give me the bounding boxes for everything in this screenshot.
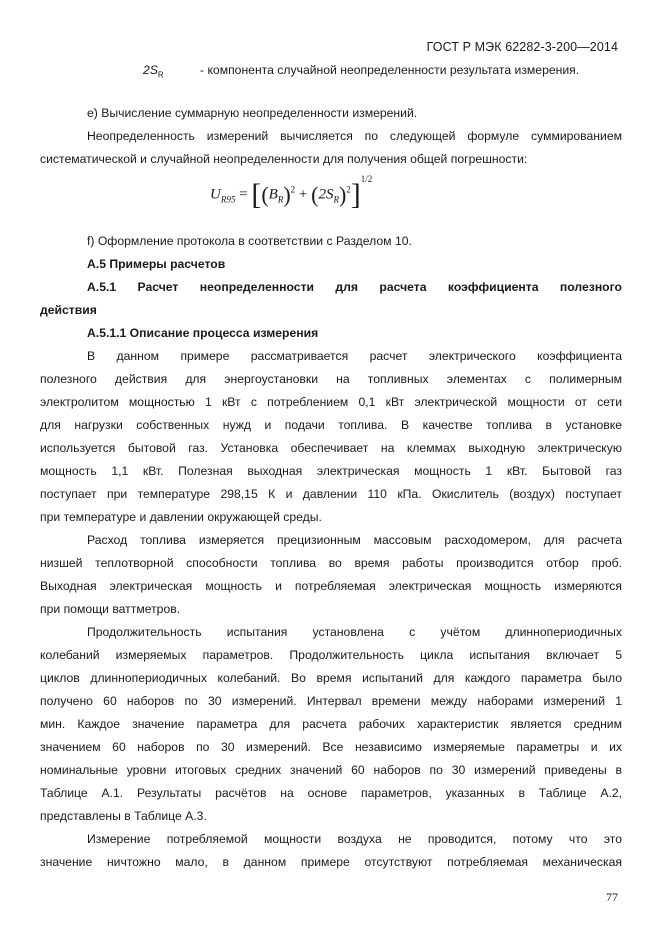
- item-f: f) Оформление протокола в соответствии с Разделом 10.: [87, 234, 412, 248]
- para1-line: мощность 1,1 кВт. Полезная выходная электрическая мощность 1 кВт. Бытовой газ: [40, 464, 622, 478]
- definition-symbol: [143, 63, 164, 82]
- para3-line: Таблице А.1. Результаты расчётов на основе параметров, указанных в Таблице А.2,: [40, 786, 622, 800]
- para2-line: низшей теплотворной способности топлива во время работы производится отбор проб.: [40, 556, 622, 570]
- formula-bracket-close: ]: [350, 178, 361, 211]
- body-main: [40, 230, 622, 874]
- heading-a5: А.5 Примеры расчетов: [87, 257, 226, 271]
- para1-line: поступает при температуре 298,15 К и давлении 110 кПа. Окислитель (воздух) поступает: [40, 487, 622, 501]
- para1-line: В данном примере рассматривается расчет электрического коэффициента: [87, 349, 622, 363]
- para1-line: полезного действия для энергоустановки на топливных элементах с полимерным: [40, 372, 622, 386]
- uncertainty-formula: [210, 174, 373, 212]
- para3-line: колебаний измеряемых параметров. Продолжительность цикла испытания включает 5: [40, 648, 622, 662]
- formula-paren-close-2: ): [338, 182, 347, 207]
- formula-lhs: U: [210, 186, 221, 203]
- formula-plus: +: [298, 186, 308, 203]
- symbol-text: 2S: [143, 63, 158, 77]
- formula-square-2: 2: [346, 184, 351, 195]
- para3-line: представлены в Таблице А.3.: [40, 809, 207, 823]
- item-e: е) Вычисление суммарную неопределенности измерений.: [87, 106, 418, 120]
- para2-line: Расход топлива измеряется прецизионным массовым расходомером, для расчета: [87, 533, 622, 547]
- definition-text: - компонента случайной неопределенности результата измерения.: [200, 63, 580, 77]
- formula-lhs-sub: R95: [220, 194, 236, 205]
- formula-paren-open-2: (: [311, 182, 319, 207]
- para4-line: Измерение потребляемой мощности воздуха не проводится, потому что это: [87, 832, 622, 846]
- heading-a511: А.5.1.1 Описание процесса измерения: [87, 326, 319, 340]
- para3-line: Продолжительность испытания установлена с учётом длиннопериодичных: [87, 625, 622, 639]
- para2-line: при помощи ваттметров.: [40, 602, 181, 616]
- formula-intro-line-2: систематической и случайной неопределенности для получения общей погрешности:: [40, 152, 528, 166]
- para3-line: циклов длиннопериодичных колебаний. Во время испытаний для каждого параметра было: [40, 671, 622, 685]
- para3-line: номинальные уровни итоговых средних значений 60 наборов по 30 измерений приведены в: [40, 763, 622, 777]
- para1-line: при температуре и давлении окружающей среды.: [40, 510, 322, 524]
- para3-line: значением 60 наборов по 30 измерений. Все независимо измеряемые параметры и их: [40, 740, 622, 754]
- page-number: 77: [606, 890, 618, 904]
- body-top: [40, 102, 622, 171]
- heading-a51-line-2: действия: [40, 303, 97, 317]
- formula-2s: 2S: [318, 186, 334, 203]
- para1-line: используется бытовой газ. Установка обеспечивает на клеммах выходную электрическую: [40, 441, 622, 455]
- para1-line: электролитом мощностью 1 кВт с потреблением 0,1 кВт электрической мощности от сети: [40, 395, 622, 409]
- para3-line: получено 60 наборов по 30 измерений. Интервал времени между наборами измерений 1: [40, 694, 622, 708]
- document-header: ГОСТ Р МЭК 62282-3-200—2014: [426, 40, 618, 54]
- formula-s-sub: R: [333, 194, 339, 205]
- formula-equals: =: [239, 186, 248, 203]
- formula-intro-line-1: Неопределенность измерений вычисляется по следующей формуле суммированием: [87, 129, 622, 143]
- formula-paren-close: ): [283, 182, 291, 207]
- symbol-subscript: R: [157, 70, 164, 80]
- heading-a51-line-1: А.5.1 Расчет неопределенности для расчета коэффициента полезного: [87, 280, 622, 294]
- para2-line: Выходная электрическая мощность и потребляемая электрическая мощность измеряются: [40, 579, 622, 593]
- formula-exponent: 1/2: [360, 174, 373, 185]
- formula-bracket-open: [: [251, 178, 262, 211]
- para1-line: для нагрузки собственных нужд и подачи топлива. В качестве топлива в установке: [40, 418, 622, 432]
- formula-b: B: [268, 186, 278, 203]
- para3-line: мин. Каждое значение параметра для расчета рабочих характеристик является средним: [40, 717, 622, 731]
- formula-square-1: 2: [290, 184, 296, 195]
- para4-line: значение ничтожно мало, в данном примере отсутствуют потребляемая механическая: [40, 855, 622, 869]
- formula-b-sub: R: [277, 194, 284, 205]
- formula-paren-open: (: [261, 182, 269, 207]
